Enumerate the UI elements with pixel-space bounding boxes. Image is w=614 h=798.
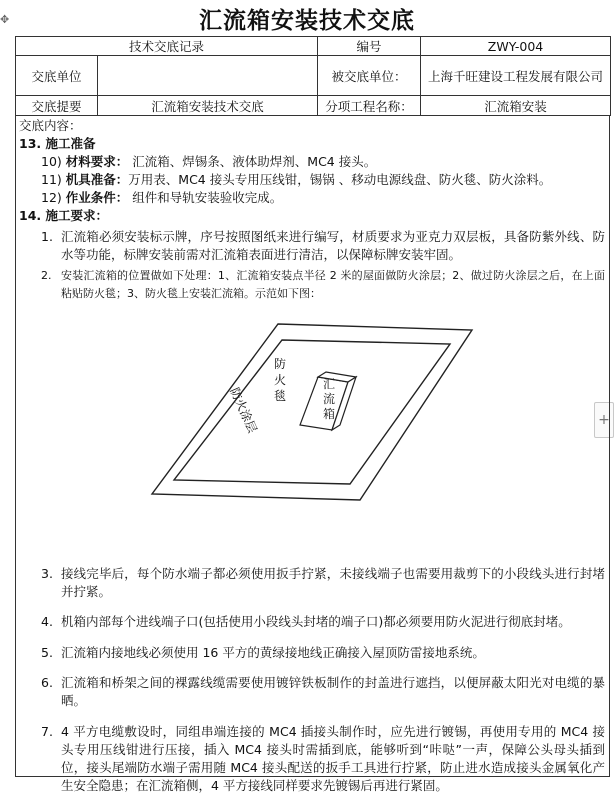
- requirement-number: 2.: [41, 269, 52, 282]
- plus-icon[interactable]: +: [594, 402, 614, 438]
- section-13-number: 13.: [19, 136, 42, 151]
- box-label-char-1: 汇: [323, 377, 336, 391]
- requirement-text: 汇流箱必须安装标示牌，序号按照图纸来进行编写，材质要求为亚克力双层板，具备防紫外线、防水等功能，标牌安装前需对汇流箱表面进行清洁，以保障标牌安装牢固。: [61, 229, 605, 262]
- section-14-title: 施工要求：: [45, 208, 109, 223]
- prep-item-text: 组件和导轨安装验收完成。: [132, 190, 283, 205]
- section-14-heading: [19, 207, 605, 225]
- requirement-item: [19, 565, 605, 601]
- requirement-number: 1.: [41, 229, 53, 244]
- requirement-text: 接线完毕后，每个防水端子都必须使用扳手拧紧，未接线端子也需要用裁剪下的小段线头进行封堵并拧紧。: [61, 565, 605, 599]
- prep-item-number: 12): [41, 190, 62, 205]
- prep-item-label: 机具准备：: [65, 172, 129, 187]
- requirement-number: 5.: [41, 644, 53, 660]
- prep-item-number: 10): [41, 154, 62, 169]
- summary-value: 汇流箱安装技术交底: [98, 96, 318, 116]
- move-handle-icon[interactable]: ✥: [0, 13, 10, 26]
- requirement-number: 4.: [41, 614, 53, 629]
- summary-label: 交底提要: [16, 96, 98, 116]
- blanket-label-char-2: 火: [274, 373, 287, 387]
- section-14-number: 14.: [19, 208, 42, 223]
- requirement-number: 6.: [41, 675, 53, 690]
- requirement-text: 汇流箱和桥架之间的裸露线缆需要使用镀锌铁板制作的封盖进行遮挡，以便屏蔽太阳光对电缆的暴晒。: [61, 675, 605, 708]
- prep-item-text: 汇流箱、焊锡条、液体助焊剂、MC4 接头。: [132, 154, 377, 169]
- prep-item-label: 作业条件：: [65, 190, 129, 205]
- requirement-text: 汇流箱内接地线必须使用 16 平方的黄绿接地线正确接入屋顶防雷接地系统。: [61, 644, 485, 660]
- sub-project-value: 汇流箱安装: [421, 96, 611, 116]
- installation-diagram: [150, 322, 480, 502]
- document-title: 汇流箱安装技术交底: [199, 7, 415, 34]
- blanket-label: [274, 357, 290, 403]
- unit-value[interactable]: [98, 56, 318, 96]
- prep-item: [19, 153, 605, 171]
- receiver-value: 上海千旺建设工程发展有限公司: [421, 56, 611, 96]
- box-label-char-2: 流: [323, 392, 336, 406]
- requirement-item: [19, 228, 605, 264]
- prep-item: [19, 189, 605, 207]
- coating-label: 防火涂层: [227, 385, 260, 436]
- requirement-text: 机箱内部每个进线端子口(包括使用小段线头封堵的端子口)都必须要用防火泥进行彻底封堵。: [61, 614, 571, 629]
- requirement-number: 7.: [41, 723, 53, 739]
- blanket-label-char-3: 毯: [274, 389, 287, 403]
- requirement-item: [19, 674, 605, 710]
- box-label-char-3: 箱: [323, 407, 336, 421]
- sub-project-label: 分项工程名称：: [318, 96, 421, 116]
- number-label: 编号: [318, 37, 421, 56]
- intro-label: 交底内容：: [19, 118, 82, 133]
- blanket-label-char-1: 防: [274, 357, 287, 371]
- prep-item: [19, 171, 605, 189]
- section-13-title: 施工准备: [45, 136, 96, 151]
- content-area: [19, 117, 605, 303]
- section-13-heading: [19, 135, 605, 153]
- requirement-item: [19, 613, 605, 631]
- header-table: [15, 36, 611, 116]
- prep-item-text: 万用表、MC4 接头专用压线钳，锡锅 、移动电源线盘、防火毯、防火涂料。: [128, 172, 552, 187]
- prep-item-label: 材料要求：: [65, 154, 129, 169]
- requirement-item: [19, 723, 605, 795]
- requirement-item: [19, 644, 605, 662]
- receiver-label: 被交底单位：: [318, 56, 421, 96]
- requirement-text: 4 平方电缆敷设时，同组串端连接的 MC4 插接头制作时，应先进行镀锡，再使用专用的 MC4 接头专用压线钳进行压接，插入 MC4 接头时需插到底，能够听到“咔哒”一声，保障公头母头插到位，接头尾端防水端子需用随 MC4 接头配送的扳手工具进行拧紧，防止进水造成接头金属氧化产生安全隐患；在汇流箱侧，4 平方接线同样要求先镀锡后再进行紧固。: [61, 723, 605, 793]
- requirement-item: [19, 267, 605, 303]
- requirement-number: 3.: [41, 565, 53, 581]
- unit-label: 交底单位: [16, 56, 98, 96]
- record-label: 技术交底记录: [16, 37, 318, 56]
- requirement-list: [19, 552, 605, 798]
- requirement-text: 安装汇流箱的位置做如下处理：1、汇流箱安装点半径 2 米的屋面做防火涂层；2、做过防火涂层之后，在上面粘贴防火毯；3、防火毯上安装汇流箱。示范如下图：: [61, 269, 605, 300]
- number-value: ZWY-004: [421, 37, 611, 56]
- prep-item-number: 11): [41, 172, 62, 187]
